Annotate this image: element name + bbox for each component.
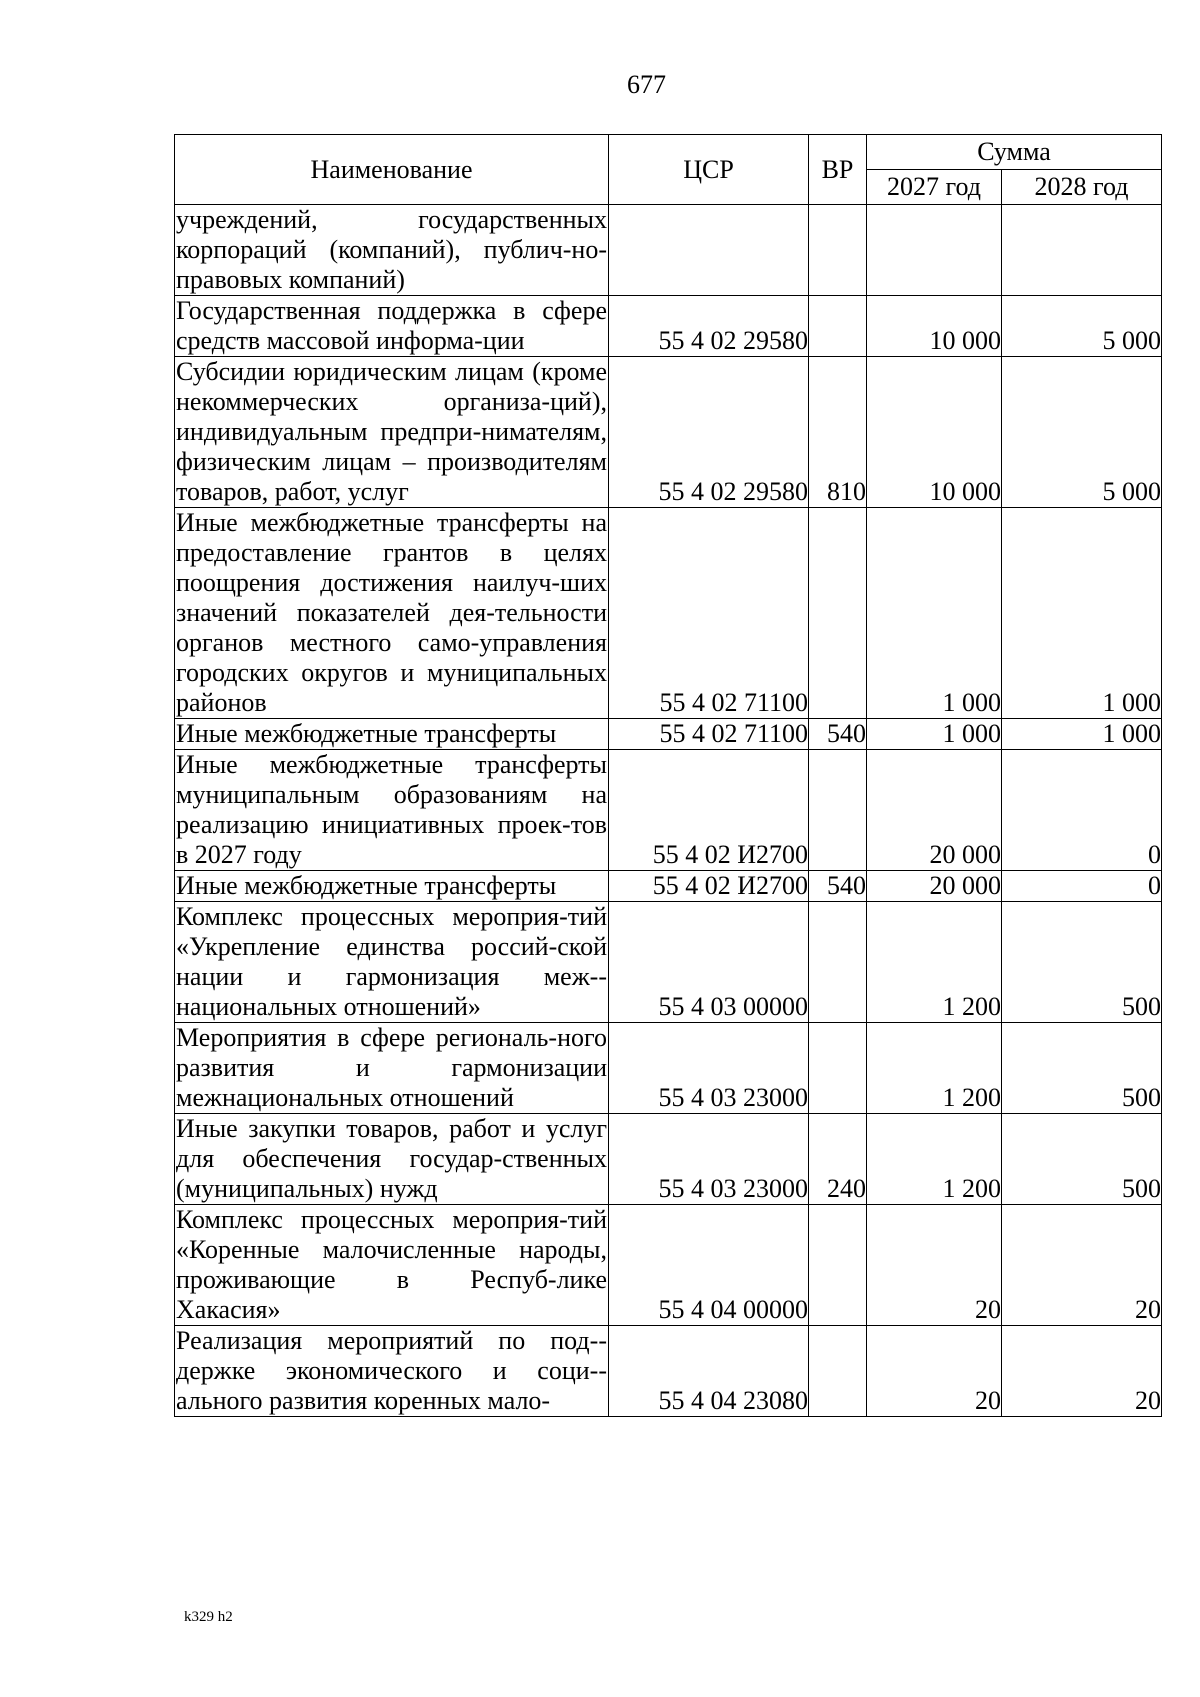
cell-name: Иные межбюджетные трансферты bbox=[175, 871, 609, 902]
cell-csr: 55 4 02 29580 bbox=[609, 357, 809, 508]
cell-csr: 55 4 03 23000 bbox=[609, 1114, 809, 1205]
budget-table bbox=[174, 134, 1162, 1417]
cell-csr: 55 4 04 23080 bbox=[609, 1326, 809, 1417]
cell-2027: 20 bbox=[867, 1326, 1002, 1417]
cell-csr: 55 4 03 23000 bbox=[609, 1023, 809, 1114]
cell-vr bbox=[809, 1023, 867, 1114]
table-body bbox=[175, 205, 1162, 1417]
cell-vr bbox=[809, 296, 867, 357]
cell-name: Иные межбюджетные трансферты bbox=[175, 719, 609, 750]
cell-vr bbox=[809, 1205, 867, 1326]
cell-vr bbox=[809, 508, 867, 719]
cell-2028: 1 000 bbox=[1002, 719, 1162, 750]
header-csr: ЦСР bbox=[609, 135, 809, 205]
cell-name: Государственная поддержка в сфере средств массовой информа-ции bbox=[176, 296, 607, 355]
cell-2028: 0 bbox=[1002, 871, 1162, 902]
cell-2027: 20 000 bbox=[867, 750, 1002, 871]
cell-vr bbox=[809, 205, 867, 296]
cell-name: Комплекс процессных мероприя-тий «Коренные малочисленные народы, проживающие в Респуб-лике Хакасия» bbox=[176, 1205, 607, 1324]
cell-2027: 20 000 bbox=[867, 871, 1002, 902]
page-number: 677 bbox=[627, 70, 666, 99]
cell-csr: 55 4 04 00000 bbox=[609, 1205, 809, 1326]
table-row bbox=[175, 871, 1162, 902]
cell-2028: 1 000 bbox=[1002, 508, 1162, 719]
cell-csr: 55 4 02 И2700 bbox=[609, 750, 809, 871]
cell-name: Комплекс процессных мероприя-тий «Укрепление единства россий-ской нации и гармонизация меж-национальных отношений» bbox=[176, 902, 607, 1021]
cell-2028: 500 bbox=[1002, 902, 1162, 1023]
cell-name: Мероприятия в сфере региональ-ного развития и гармонизации межнациональных отношений bbox=[176, 1023, 607, 1112]
table-row bbox=[175, 1114, 1162, 1205]
header-year-2027: 2027 год bbox=[867, 170, 1002, 205]
cell-csr: 55 4 03 00000 bbox=[609, 902, 809, 1023]
table-row bbox=[175, 1205, 1162, 1326]
cell-2027: 10 000 bbox=[867, 357, 1002, 508]
cell-vr: 240 bbox=[809, 1114, 867, 1205]
table-row bbox=[175, 296, 1162, 357]
cell-vr bbox=[809, 750, 867, 871]
header-name: Наименование bbox=[175, 135, 609, 205]
cell-2028: 0 bbox=[1002, 750, 1162, 871]
cell-name: Иные межбюджетные трансферты на предоставление грантов в целях поощрения достижения наилуч-ших значений показателей дея-тельности органов местного само-управления городских округов и муниципальных районов bbox=[176, 508, 607, 717]
header-year-2028: 2028 год bbox=[1002, 170, 1162, 205]
cell-csr: 55 4 02 И2700 bbox=[609, 871, 809, 902]
cell-csr: 55 4 02 71100 bbox=[609, 719, 809, 750]
cell-csr: 55 4 02 29580 bbox=[609, 296, 809, 357]
cell-2028: 500 bbox=[1002, 1114, 1162, 1205]
cell-name: Субсидии юридическим лицам (кроме некоммерческих организа-ций), индивидуальным предпри-нимателям, физическим лицам – производителям товаров, работ, услуг bbox=[176, 357, 607, 506]
cell-vr bbox=[809, 902, 867, 1023]
cell-2028: 5 000 bbox=[1002, 357, 1162, 508]
cell-csr bbox=[609, 205, 809, 296]
cell-2028: 500 bbox=[1002, 1023, 1162, 1114]
cell-2027: 1 200 bbox=[867, 1114, 1002, 1205]
cell-2028: 20 bbox=[1002, 1326, 1162, 1417]
table-row bbox=[175, 902, 1162, 1023]
table-row bbox=[175, 719, 1162, 750]
table-row bbox=[175, 205, 1162, 296]
cell-2027: 1 200 bbox=[867, 902, 1002, 1023]
cell-name: Реализация мероприятий по под-держке экономического и соци-ального развития коренных мало- bbox=[176, 1326, 607, 1415]
cell-name: Иные закупки товаров, работ и услуг для обеспечения государ-ственных (муниципальных) нужд bbox=[176, 1114, 607, 1203]
cell-2028 bbox=[1002, 205, 1162, 296]
header-vr: ВР bbox=[809, 135, 867, 205]
cell-2027: 20 bbox=[867, 1205, 1002, 1326]
cell-2027 bbox=[867, 205, 1002, 296]
table-row bbox=[175, 1326, 1162, 1417]
table-row bbox=[175, 508, 1162, 719]
cell-2027: 1 200 bbox=[867, 1023, 1002, 1114]
cell-2027: 1 000 bbox=[867, 719, 1002, 750]
cell-name: Иные межбюджетные трансферты муниципальным образованиям на реализацию инициативных проек-тов в 2027 году bbox=[176, 750, 607, 869]
table-row bbox=[175, 1023, 1162, 1114]
cell-name: учреждений, государственных корпораций (компаний), публич-но-правовых компаний) bbox=[176, 205, 607, 294]
cell-vr: 540 bbox=[809, 719, 867, 750]
cell-csr: 55 4 02 71100 bbox=[609, 508, 809, 719]
cell-2027: 1 000 bbox=[867, 508, 1002, 719]
cell-vr: 540 bbox=[809, 871, 867, 902]
cell-2028: 20 bbox=[1002, 1205, 1162, 1326]
header-sum: Сумма bbox=[867, 135, 1162, 170]
footer-code: k329 h2 bbox=[184, 1609, 233, 1625]
cell-2027: 10 000 bbox=[867, 296, 1002, 357]
cell-vr bbox=[809, 1326, 867, 1417]
cell-2028: 5 000 bbox=[1002, 296, 1162, 357]
table-header-row bbox=[175, 135, 1162, 170]
table-row bbox=[175, 357, 1162, 508]
table-row bbox=[175, 750, 1162, 871]
cell-vr: 810 bbox=[809, 357, 867, 508]
